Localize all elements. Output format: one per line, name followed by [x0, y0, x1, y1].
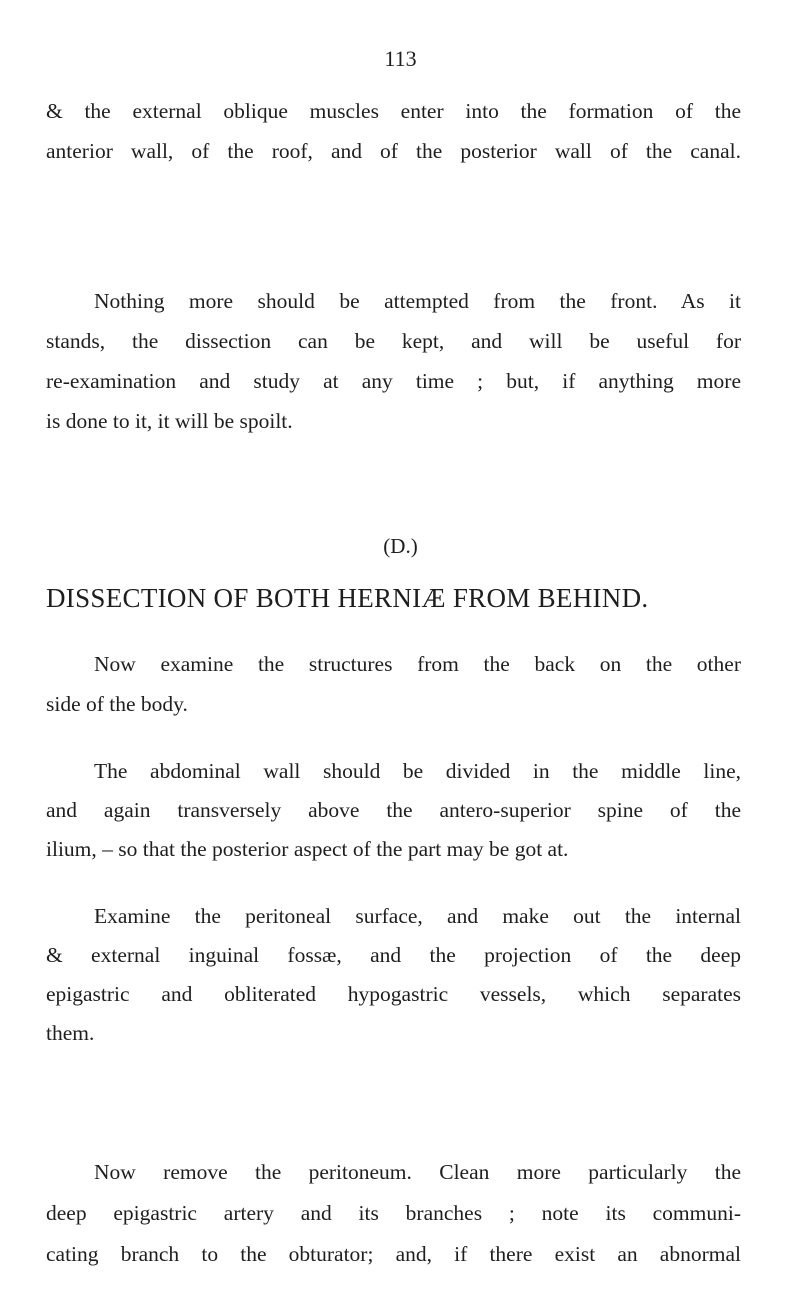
text-line: & external inguinal fossæ, and the projection of the deep — [46, 943, 741, 967]
text-line: cating branch to the obturator; and, if there exist an abnormal — [46, 1242, 741, 1266]
text-line: re-examination and study at any time ; but, if anything more — [46, 369, 741, 393]
text-line: side of the body. — [46, 692, 188, 716]
page-number: 113 — [384, 46, 417, 71]
text-line: The abdominal wall should be divided in the middle line, — [94, 759, 741, 783]
text-line: is done to it, it will be spoilt. — [46, 409, 293, 433]
text-line: stands, the dissection can be kept, and will be useful for — [46, 329, 741, 353]
section-heading: DISSECTION OF BOTH HERNIÆ FROM BEHIND. — [46, 583, 649, 613]
text-line: them. — [46, 1021, 95, 1045]
text-line: Nothing more should be attempted from the front. As it — [94, 289, 741, 313]
text-line: epigastric and obliterated hypogastric vessels, which separates — [46, 982, 741, 1006]
text-line: Now examine the structures from the back on the other — [94, 652, 741, 676]
text-line: & the external oblique muscles enter into the formation of the — [46, 99, 741, 123]
text-line: ilium, – so that the posterior aspect of the part may be got at. — [46, 837, 569, 861]
text-line: deep epigastric artery and its branches ; note its communi- — [46, 1201, 741, 1225]
text-line: anterior wall, of the roof, and of the posterior wall of the canal. — [46, 139, 741, 163]
section-marker: (D.) — [383, 534, 418, 558]
text-line: Now remove the peritoneum. Clean more particularly the — [94, 1160, 741, 1184]
text-line: Examine the peritoneal surface, and make out the internal — [94, 904, 741, 928]
text-line: and again transversely above the antero-superior spine of the — [46, 798, 741, 822]
